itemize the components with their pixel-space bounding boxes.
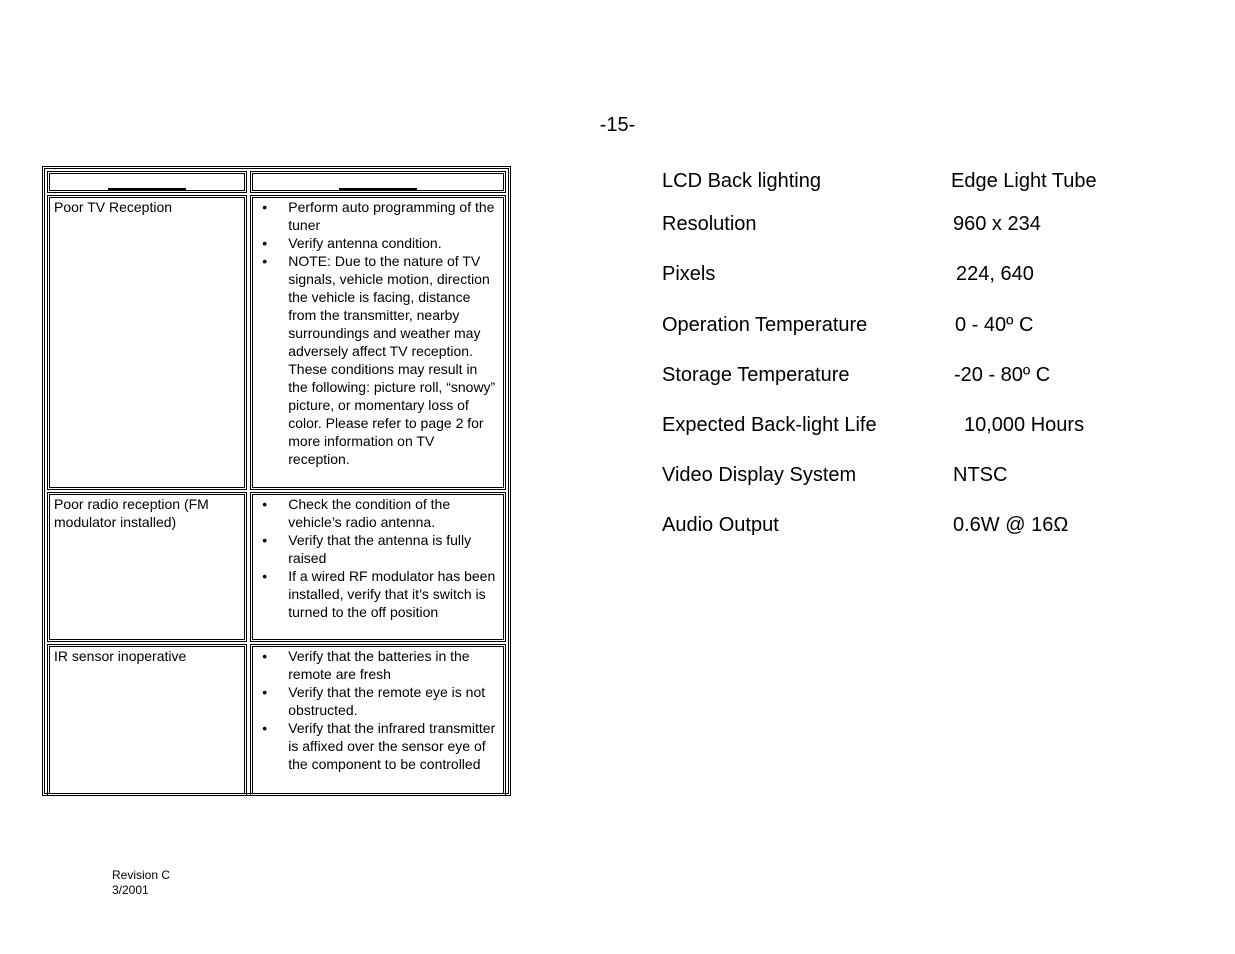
spec-row-backlight-life <box>662 414 1182 442</box>
revision-label: Revision C <box>112 868 171 882</box>
spec-label: Expected Back-light Life <box>662 414 877 436</box>
spec-value: 10,000 Hours <box>964 414 1085 436</box>
solution-cell <box>250 195 506 490</box>
spec-row-lcd-backlighting <box>662 170 1182 198</box>
spec-row-storage-temperature <box>662 364 1182 392</box>
troubleshooting-table <box>42 166 511 796</box>
table-row <box>47 644 506 796</box>
solution-item: • Verify that the antenna is fully raised <box>257 531 497 567</box>
spec-row-resolution <box>662 213 1182 241</box>
spec-label: Operation Temperature <box>662 314 868 336</box>
table-row <box>47 195 506 490</box>
solution-item: • Verify that the remote eye is not obstructed. <box>257 683 497 719</box>
spec-row-pixels <box>662 263 1182 291</box>
solution-list <box>257 495 497 621</box>
page-number: -15- <box>599 114 636 136</box>
spec-value: 0.6W @ 16Ω <box>953 514 1069 536</box>
solution-list <box>257 198 497 468</box>
solution-item: • Verify that the batteries in the remote are fresh <box>257 647 497 683</box>
revision-footer <box>112 868 170 898</box>
spec-value: 960 x 234 <box>953 213 1041 235</box>
spec-value: 224, 640 <box>956 263 1034 285</box>
header-underline <box>339 188 417 190</box>
solution-cell <box>250 644 506 796</box>
spec-row-operation-temperature <box>662 314 1182 342</box>
spec-label: Resolution <box>662 213 757 235</box>
problem-cell: IR sensor inoperative <box>47 644 247 796</box>
problem-cell: Poor radio reception (FM modulator installed) <box>47 492 247 642</box>
spec-label: Video Display System <box>662 464 857 486</box>
spec-row-audio-output <box>662 514 1182 542</box>
solution-item: • If a wired RF modulator has been installed, verify that it’s switch is turned to the off position <box>257 567 497 621</box>
spec-row-video-display-system <box>662 464 1182 492</box>
spec-label: Pixels <box>662 263 716 285</box>
solution-list <box>257 647 497 773</box>
revision-date: 3/2001 <box>112 883 149 897</box>
problem-cell: Poor TV Reception <box>47 195 247 490</box>
header-underline <box>108 188 186 190</box>
solution-column-header <box>250 171 506 193</box>
table-row <box>47 492 506 642</box>
spec-value: 0 - 40º C <box>955 314 1034 336</box>
solution-item: • Verify antenna condition. <box>257 234 497 252</box>
spec-label: Audio Output <box>662 514 779 536</box>
solution-item: • NOTE: Due to the nature of TV signals, vehicle motion, direction the vehicle is facing, distance from the transmitter, nearby surroundings and weather may adversely affect TV reception. These conditions may result in the following: picture roll, “snowy” picture, or momentary loss of color. Please refer to page 2 for more information on TV reception. <box>257 252 497 468</box>
spec-label: Storage Temperature <box>662 364 850 386</box>
solution-item: • Perform auto programming of the tuner <box>257 198 497 234</box>
spec-value: Edge Light Tube <box>951 170 1097 192</box>
spec-value: NTSC <box>953 464 1008 486</box>
problem-column-header <box>47 171 247 193</box>
spec-value: -20 - 80º C <box>954 364 1051 386</box>
solution-item: • Verify that the infrared transmitter is affixed over the sensor eye of the component to be controlled <box>257 719 497 773</box>
table-header-row <box>47 171 506 193</box>
spec-label: LCD Back lighting <box>662 170 821 192</box>
solution-item: • Check the condition of the vehicle’s radio antenna. <box>257 495 497 531</box>
solution-cell <box>250 492 506 642</box>
